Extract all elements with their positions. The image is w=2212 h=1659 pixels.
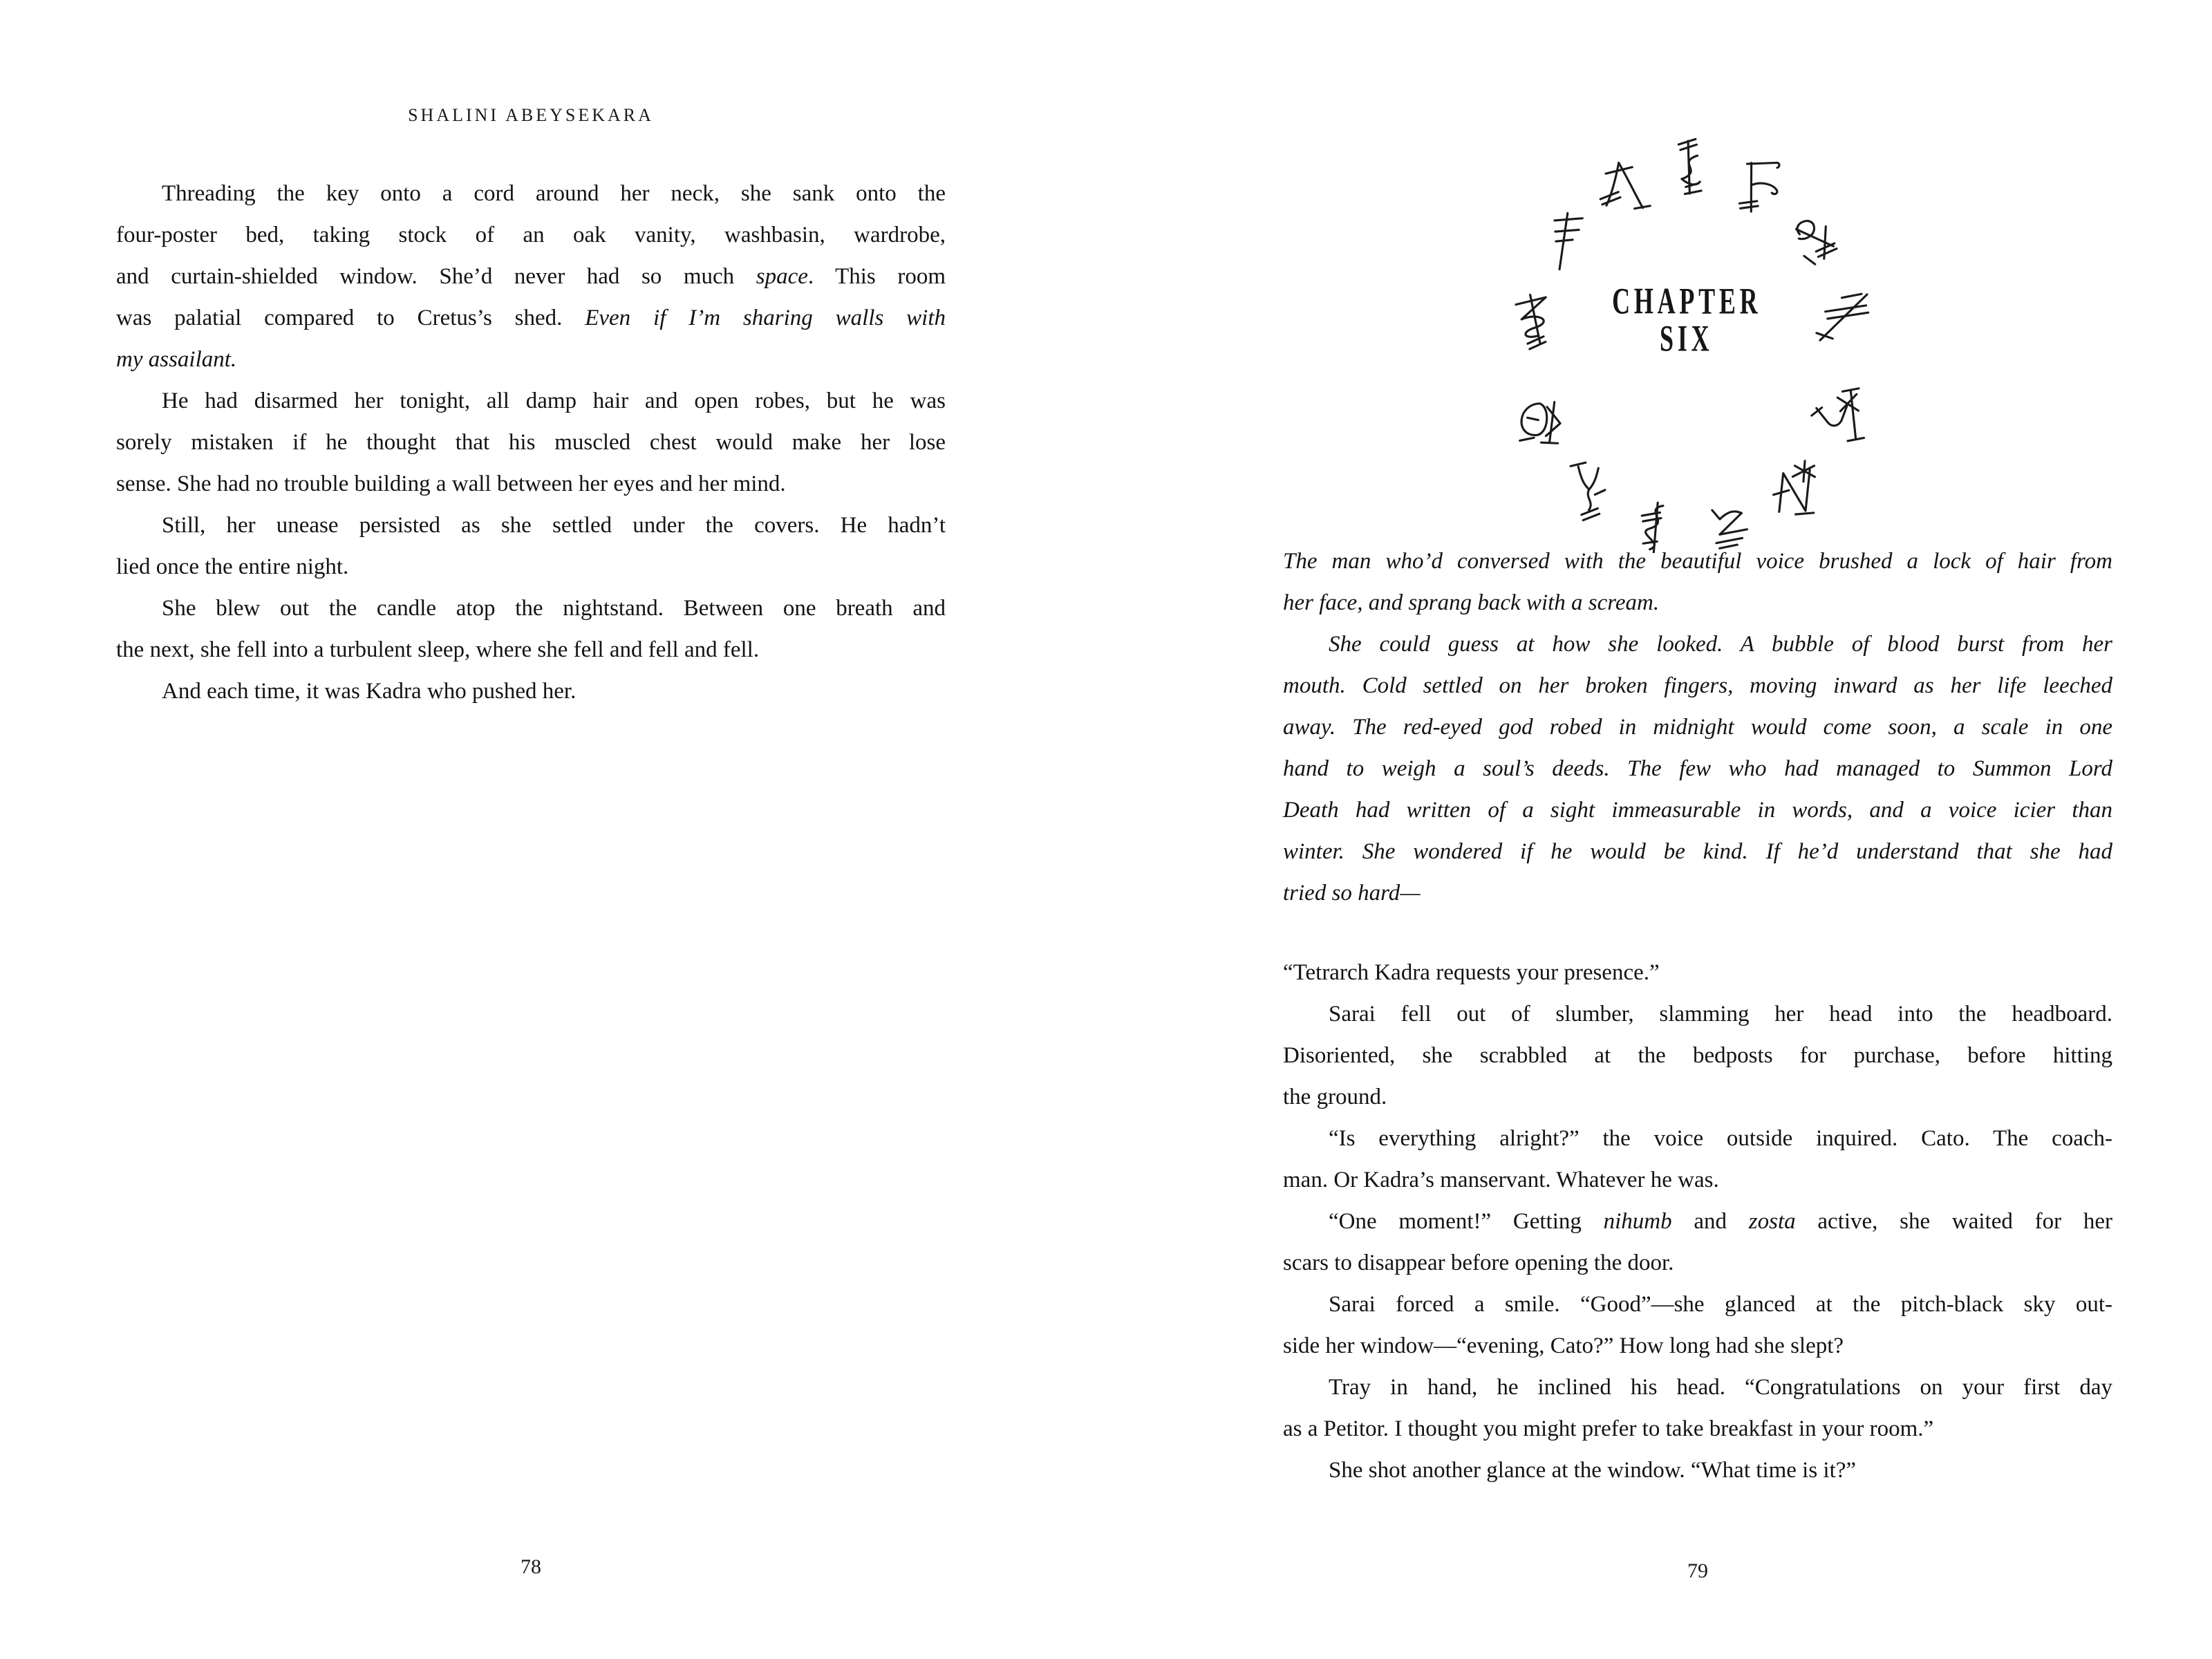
text-segment: Sarai fell out of slumber, slamming her head into the headboard. [1329,1002,2112,1027]
text-segment: . This room [807,264,946,289]
text-segment: lied once the entire night. [116,554,349,579]
rune-sigil-9 [1571,462,1606,521]
text-line [1283,1408,2112,1450]
text-line [116,422,946,463]
rune-sigil-13 [1597,160,1651,212]
text-segment: sorely mistaken if he thought that his muscled chest would make her lose [116,430,946,455]
text-line [116,629,946,671]
running-header: SHALINI ABEYSEKARA [408,105,654,125]
italic-text-segment: nihumb [1603,1209,1672,1234]
text-line [116,339,946,380]
text-segment: She shot another glance at the window. “What time is it?” [1329,1458,1857,1483]
text-segment: He had disarmed her tonight, all damp hair and open robes, but he was [162,388,946,413]
text-line [1283,993,2112,1035]
text-line [116,256,946,297]
text-line [116,214,946,256]
text-segment: Threading the key onto a cord around her neck, she sank onto the [162,181,946,206]
text-segment: She blew out the candle atop the nightstand. Between one breath and [162,596,946,621]
text-segment: active, she waited for her [1795,1209,2112,1234]
text-line [1283,1450,2112,1491]
text-segment: “One moment!” Getting [1329,1209,1604,1234]
rune-sigil-12 [1551,212,1583,271]
page-number-right: 79 [1687,1559,1708,1582]
text-line [116,380,946,422]
page-number-left: 78 [521,1555,541,1578]
italic-text-segment: winter. She wondered if he would be kind. If he’d understand that she had [1283,839,2112,864]
text-line [1283,952,2112,993]
text-line [116,588,946,629]
text-line [1283,1201,2112,1242]
rune-sigil-2 [1738,159,1780,214]
text-segment: and curtain-shielded window. She’d never had so much [116,264,756,289]
text-line [116,671,946,712]
italic-text-segment: Death had written of a sight immeasurable in words, and a voice icier than [1283,798,2112,823]
italic-text-segment: her face, and sprang back with a scream. [1283,590,1660,615]
italic-text-segment: my assailant. [116,347,237,372]
italic-text-segment: She could guess at how she looked. A bubble of blood burst from her [1329,632,2112,657]
italic-text-segment: The man who’d conversed with the beautiful voice brushed a lock of hair from [1283,549,2112,574]
text-segment: side her window—“evening, Cato?” How long had she slept? [1283,1333,1844,1358]
italic-text-segment: space [756,264,808,289]
text-line [1283,624,2112,665]
italic-text-segment: Even if I’m sharing walls with [585,306,946,330]
text-segment: Still, her unease persisted as she settled under the covers. He hadn’t [162,513,946,538]
text-segment: the next, she fell into a turbulent sleep, where she fell and fell and fell. [116,637,760,662]
text-line [1283,1284,2112,1325]
text-line [1283,831,2112,872]
text-line [1283,1242,2112,1284]
text-line [1283,872,2112,914]
text-line [1283,1076,2112,1118]
text-line [1283,748,2112,789]
text-line [1283,1367,2112,1408]
italic-text-segment: mouth. Cold settled on her broken fingers, moving inward as her life leeched [1283,673,2112,698]
text-segment: as a Petitor. I thought you might prefer to take breakfast in your room.” [1283,1416,1934,1441]
text-line [1283,789,2112,831]
left-page-body [116,173,946,712]
text-line [1283,1325,2112,1367]
text-segment: Tray in hand, he inclined his head. “Congratulations on your first day [1329,1375,2112,1400]
text-line [1283,706,2112,748]
italic-text-segment: away. The red-eyed god robed in midnight would come soon, a scale in one [1283,715,2112,740]
text-segment: Sarai forced a smile. “Good”—she glanced at the pitch-black sky out- [1329,1292,2112,1317]
text-line [1283,1118,2112,1159]
chapter-heading-line1: CHAPTER [1611,279,1762,322]
right-page-italic-passage [1283,541,2112,914]
text-line [116,297,946,339]
page-right [1106,0,2212,1659]
rune-sigil-6 [1772,459,1817,516]
rune-sigil-5 [1809,388,1864,444]
text-line [1283,1035,2112,1076]
chapter-heading-line2: SIX [1660,317,1714,359]
text-segment: sense. She had no trouble building a wall between her eyes and her mind. [116,471,786,496]
text-segment: man. Or Kadra’s manservant. Whatever he was. [1283,1168,1719,1192]
text-line [116,546,946,588]
italic-text-segment: zosta [1748,1209,1796,1234]
text-segment: “Is everything alright?” the voice outside inquired. Cato. The coach- [1329,1126,2112,1151]
text-segment: four-poster bed, taking stock of an oak vanity, washbasin, wardrobe, [116,223,946,247]
text-segment: was palatial compared to Cretus’s shed. [116,306,585,330]
text-line [116,463,946,505]
text-segment: Disoriented, she scrabbled at the bedposts for purchase, before hitting [1283,1043,2112,1068]
text-segment: And each time, it was Kadra who pushed her. [162,679,577,704]
text-segment: the ground. [1283,1085,1387,1109]
text-segment: and [1671,1209,1749,1234]
text-line [1283,582,2112,624]
italic-text-segment: tried so hard— [1283,881,1421,906]
chapter-heading [1479,279,1894,359]
text-line [116,173,946,214]
text-line [116,505,946,546]
text-line [1283,665,2112,706]
rune-sigil-1 [1678,139,1701,194]
italic-text-segment: hand to weigh a soul’s deeds. The few who had managed to Summon Lord [1283,756,2112,781]
rune-sigil-3 [1795,217,1838,266]
right-page-body [1283,952,2112,1491]
rune-sigil-10 [1520,400,1562,444]
text-line [1283,1159,2112,1201]
text-line [1283,541,2112,582]
text-segment: “Tetrarch Kadra requests your presence.” [1283,960,1660,985]
text-segment: scars to disappear before opening the door. [1283,1250,1674,1275]
